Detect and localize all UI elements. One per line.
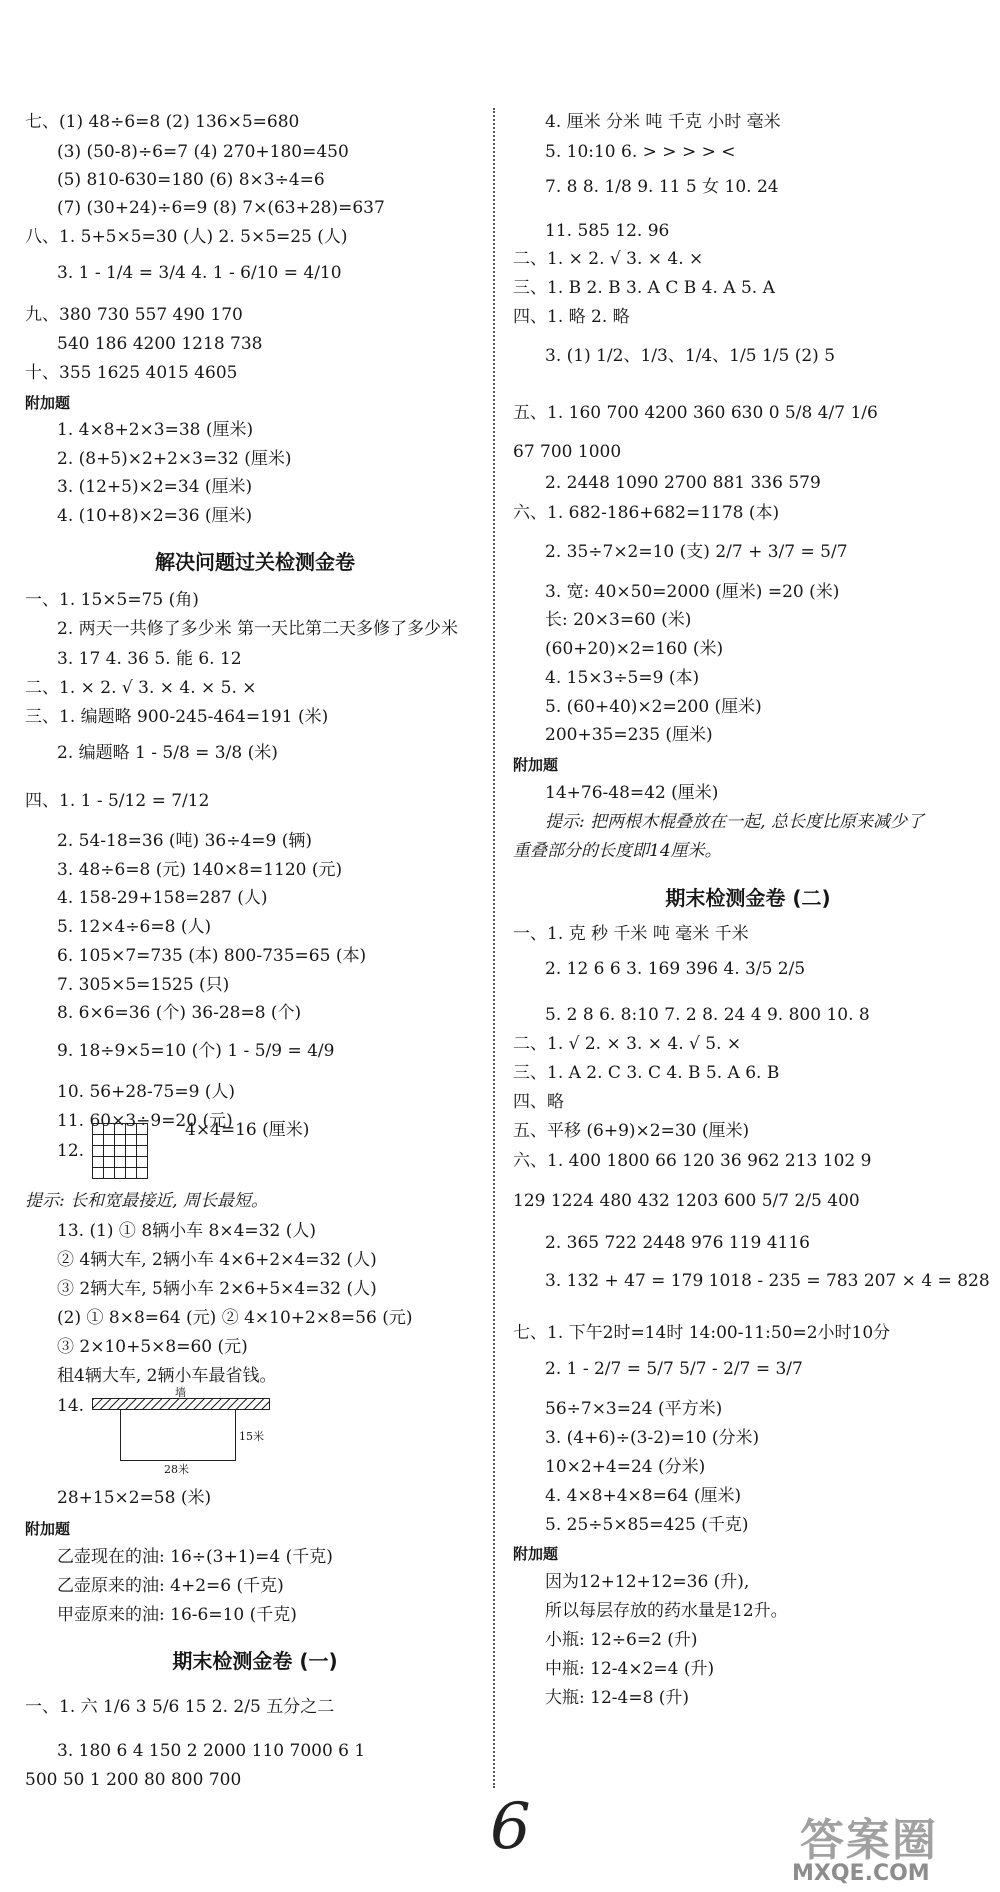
answer-line: 五、平移 (6+9)×2=30 (厘米) <box>513 1121 750 1141</box>
answer-line: 5. 12×4÷6=8 (人) <box>57 917 212 937</box>
section-label: 附加题 <box>25 1520 71 1538</box>
side-label: 15米 <box>239 1430 264 1443</box>
answer-line: 4. 厘米 分米 吨 千克 小时 毫米 <box>545 112 781 132</box>
section-label: 附加题 <box>25 394 71 412</box>
wall-label: 墙 <box>175 1386 186 1399</box>
answer-line: 小瓶: 12÷6=2 (升) <box>545 1630 698 1650</box>
answer-line: 5. 25÷5×85=425 (千克) <box>545 1515 749 1535</box>
answer-line: 六、1. 400 1800 66 120 36 962 213 102 9 <box>513 1151 872 1171</box>
answer-line: 2. 1 - 2/7 = 5/7 5/7 - 2/7 = 3/7 <box>545 1359 803 1379</box>
answer-line: ② 4辆大车, 2辆小车 4×6+2×4=32 (人) <box>57 1250 377 1270</box>
answer-line: 二、1. × 2. √ 3. × 4. × 5. × <box>25 678 257 698</box>
answer-line: 二、1. √ 2. × 3. × 4. √ 5. × <box>513 1034 742 1054</box>
answer-line: 7. 8 8. 1/8 9. 11 5 女 10. 24 <box>545 177 779 197</box>
answer-line: 2. 35÷7×2=10 (支) 2/7 + 3/7 = 5/7 <box>545 542 848 562</box>
answer-line: 六、1. 682-186+682=1178 (本) <box>513 503 780 523</box>
vertical-calculation: 3. 132 + 47 = 179 1018 - 235 = 783 207 × 4 = 828 <box>545 1271 990 1291</box>
answer-line: 14+76-48=42 (厘米) <box>545 783 719 803</box>
section-heading: 解决问题过关检测金卷 <box>155 550 355 574</box>
answer-line: 3. 1 - 1/4 = 3/4 4. 1 - 6/10 = 4/10 <box>57 263 342 283</box>
answer-line: 4. 4×8+4×8=64 (厘米) <box>545 1486 742 1506</box>
answer-line: 四、1. 1 - 5/12 = 7/12 <box>25 791 210 811</box>
answer-line: 所以每层存放的药水量是12升。 <box>545 1601 788 1621</box>
rectangle-shape <box>120 1409 236 1461</box>
answer-line: 5. 10:10 6. > > > > < <box>545 142 736 162</box>
answer-line: 中瓶: 12-4×2=4 (升) <box>545 1659 715 1679</box>
answer-line: ③ 2×10+5×8=60 (元) <box>57 1337 248 1357</box>
answer-line: 三、1. 编题略 900-245-464=191 (米) <box>25 707 329 727</box>
answer-line: 八、1. 5+5×5=30 (人) 2. 5×5=25 (人) <box>25 227 348 247</box>
column-divider <box>493 108 495 1788</box>
hint-line: 提示: 长和宽最接近, 周长最短。 <box>25 1191 268 1211</box>
hint-line: 重叠部分的长度即14厘米。 <box>513 841 722 861</box>
watermark-text-bottom: MXQE.COM <box>792 1861 930 1886</box>
bottom-label: 28米 <box>164 1463 189 1476</box>
wall-rectangle-diagram <box>92 1386 282 1476</box>
answer-line: 8. 6×6=36 (个) 36-28=8 (个) <box>57 1003 302 1023</box>
answer-line: 56÷7×3=24 (平方米) <box>545 1399 723 1419</box>
section-heading: 期末检测金卷 (一) <box>172 1649 338 1673</box>
answer-line: ③ 2辆大车, 5辆小车 2×6+5×4=32 (人) <box>57 1279 377 1299</box>
answer-line: (5) 810-630=180 (6) 8×3÷4=6 <box>57 170 325 190</box>
answer-line: 一、1. 15×5=75 (角) <box>25 590 199 610</box>
answer-line: 10. 56+28-75=9 (人) <box>57 1082 236 1102</box>
answer-line: 二、1. × 2. √ 3. × 4. × <box>513 249 704 269</box>
section-label: 附加题 <box>513 1545 559 1563</box>
answer-line: 七、1. 下午2时=14时 14:00-11:50=2小时10分 <box>513 1323 891 1343</box>
answer-line: 四、略 <box>513 1092 564 1112</box>
answer-line: 3. 宽: 40×50=2000 (厘米) =20 (米) <box>545 582 840 602</box>
watermark-logo <box>792 1804 992 1886</box>
answer-line: 2. 12 6 6 3. 169 396 4. 3/5 2/5 <box>545 959 806 979</box>
answer-line: 四、1. 略 2. 略 <box>513 307 630 327</box>
answer-line: 2. 编题略 1 - 5/8 = 3/8 (米) <box>57 743 278 763</box>
answer-line: 3. 48÷6=8 (元) 140×8=1120 (元) <box>57 860 343 880</box>
answer-line: 2. 54-18=36 (吨) 36÷4=9 (辆) <box>57 831 312 851</box>
answer-line: 十、355 1625 4015 4605 <box>25 363 238 383</box>
answer-line: 2. 365 722 2448 976 119 4116 <box>545 1233 810 1253</box>
answer-line: 3. (12+5)×2=34 (厘米) <box>57 477 253 497</box>
answer-line: 67 700 1000 <box>513 442 622 462</box>
hint-line: 提示: 把两根木棍叠放在一起, 总长度比原来减少了 <box>545 812 924 832</box>
answer-line: 28+15×2=58 (米) <box>57 1488 212 1508</box>
answer-line: 1. 4×8+2×3=38 (厘米) <box>57 420 254 440</box>
answer-line: 3. 17 4. 36 5. 能 6. 12 <box>57 649 242 669</box>
watermark-text-top: 答案圈 <box>800 1815 938 1866</box>
answer-line: 4. (10+8)×2=36 (厘米) <box>57 506 253 526</box>
answer-line: 3. (1) 1/2、1/3、1/4、1/5 1/5 (2) 5 <box>545 346 836 366</box>
answer-line: 12. <box>57 1141 85 1161</box>
handwritten-page-number: 6 <box>490 1790 531 1864</box>
answer-line: 5. (60+40)×2=200 (厘米) <box>545 697 762 717</box>
answer-line: 7. 305×5=1525 (只) <box>57 975 230 995</box>
answer-line: 乙壶现在的油: 16÷(3+1)=4 (千克) <box>57 1547 333 1567</box>
answer-line: 5. 2 8 6. 8:10 7. 2 8. 24 4 9. 800 10. 8 <box>545 1005 870 1025</box>
answer-line: 500 50 1 200 80 800 700 <box>25 1770 242 1790</box>
answer-line: 三、1. A 2. C 3. C 4. B 5. A 6. B <box>513 1063 780 1083</box>
answer-line: 129 1224 480 432 1203 600 5/7 2/5 400 <box>513 1191 860 1211</box>
answer-line: 4×4=16 (厘米) <box>185 1120 310 1140</box>
answer-line: 13. (1) ① 8辆小车 8×4=32 (人) <box>57 1221 316 1241</box>
answer-line: 一、1. 六 1/6 3 5/6 15 2. 2/5 五分之二 <box>25 1697 335 1717</box>
answer-line: 200+35=235 (厘米) <box>545 725 713 745</box>
section-label: 附加题 <box>513 756 559 774</box>
answer-line: 2. 两天一共修了多少米 第一天比第二天多修了多少米 <box>57 619 459 639</box>
answer-line: 11. 585 12. 96 <box>545 221 670 241</box>
answer-line: 长: 20×3=60 (米) <box>545 610 692 630</box>
answer-line: (60+20)×2=160 (米) <box>545 639 724 659</box>
answer-line: (7) (30+24)÷6=9 (8) 7×(63+28)=637 <box>57 198 385 218</box>
answer-line: (3) (50-8)÷6=7 (4) 270+180=450 <box>57 142 349 162</box>
answer-line: 10×2+4=24 (分米) <box>545 1457 706 1477</box>
answer-line: 一、1. 克 秒 千米 吨 毫米 千米 <box>513 924 749 944</box>
answer-line: 6. 105×7=735 (本) 800-735=65 (本) <box>57 946 367 966</box>
answer-line: 4. 15×3÷5=9 (本) <box>545 668 700 688</box>
answer-line: 9. 18÷9×5=10 (个) 1 - 5/9 = 4/9 <box>57 1041 335 1061</box>
answer-line: 大瓶: 12-4=8 (升) <box>545 1688 690 1708</box>
section-heading: 期末检测金卷 (二) <box>665 886 831 910</box>
answer-line: 五、1. 160 700 4200 360 630 0 5/8 4/7 1/6 <box>513 403 878 423</box>
answer-line: 4. 158-29+158=287 (人) <box>57 888 268 908</box>
answer-line: 租4辆大车, 2辆小车最省钱。 <box>57 1366 277 1386</box>
square-grid-diagram <box>92 1123 148 1179</box>
answer-line: 乙壶原来的油: 4+2=6 (千克) <box>57 1576 284 1596</box>
answer-line: 540 186 4200 1218 738 <box>57 334 263 354</box>
answer-line: 七、(1) 48÷6=8 (2) 136×5=680 <box>25 112 300 132</box>
answer-line: 2. (8+5)×2+2×3=32 (厘米) <box>57 449 292 469</box>
answer-line: 3. (4+6)÷(3-2)=10 (分米) <box>545 1428 760 1448</box>
answer-line: 甲壶原来的油: 16-6=10 (千克) <box>57 1605 297 1625</box>
answer-line: 九、380 730 557 490 170 <box>25 305 243 325</box>
answer-line: 因为12+12+12=36 (升), <box>545 1572 750 1592</box>
answer-line: 2. 2448 1090 2700 881 336 579 <box>545 473 821 493</box>
answer-line: (2) ① 8×8=64 (元) ② 4×10+2×8=56 (元) <box>57 1308 413 1328</box>
answer-line: 三、1. B 2. B 3. A C B 4. A 5. A <box>513 278 775 298</box>
answer-line: 3. 180 6 4 150 2 2000 110 7000 6 1 <box>57 1741 366 1761</box>
answer-line: 14. <box>57 1396 85 1416</box>
answer-line: 11. 60×3÷9=20 (元) <box>57 1111 233 1131</box>
